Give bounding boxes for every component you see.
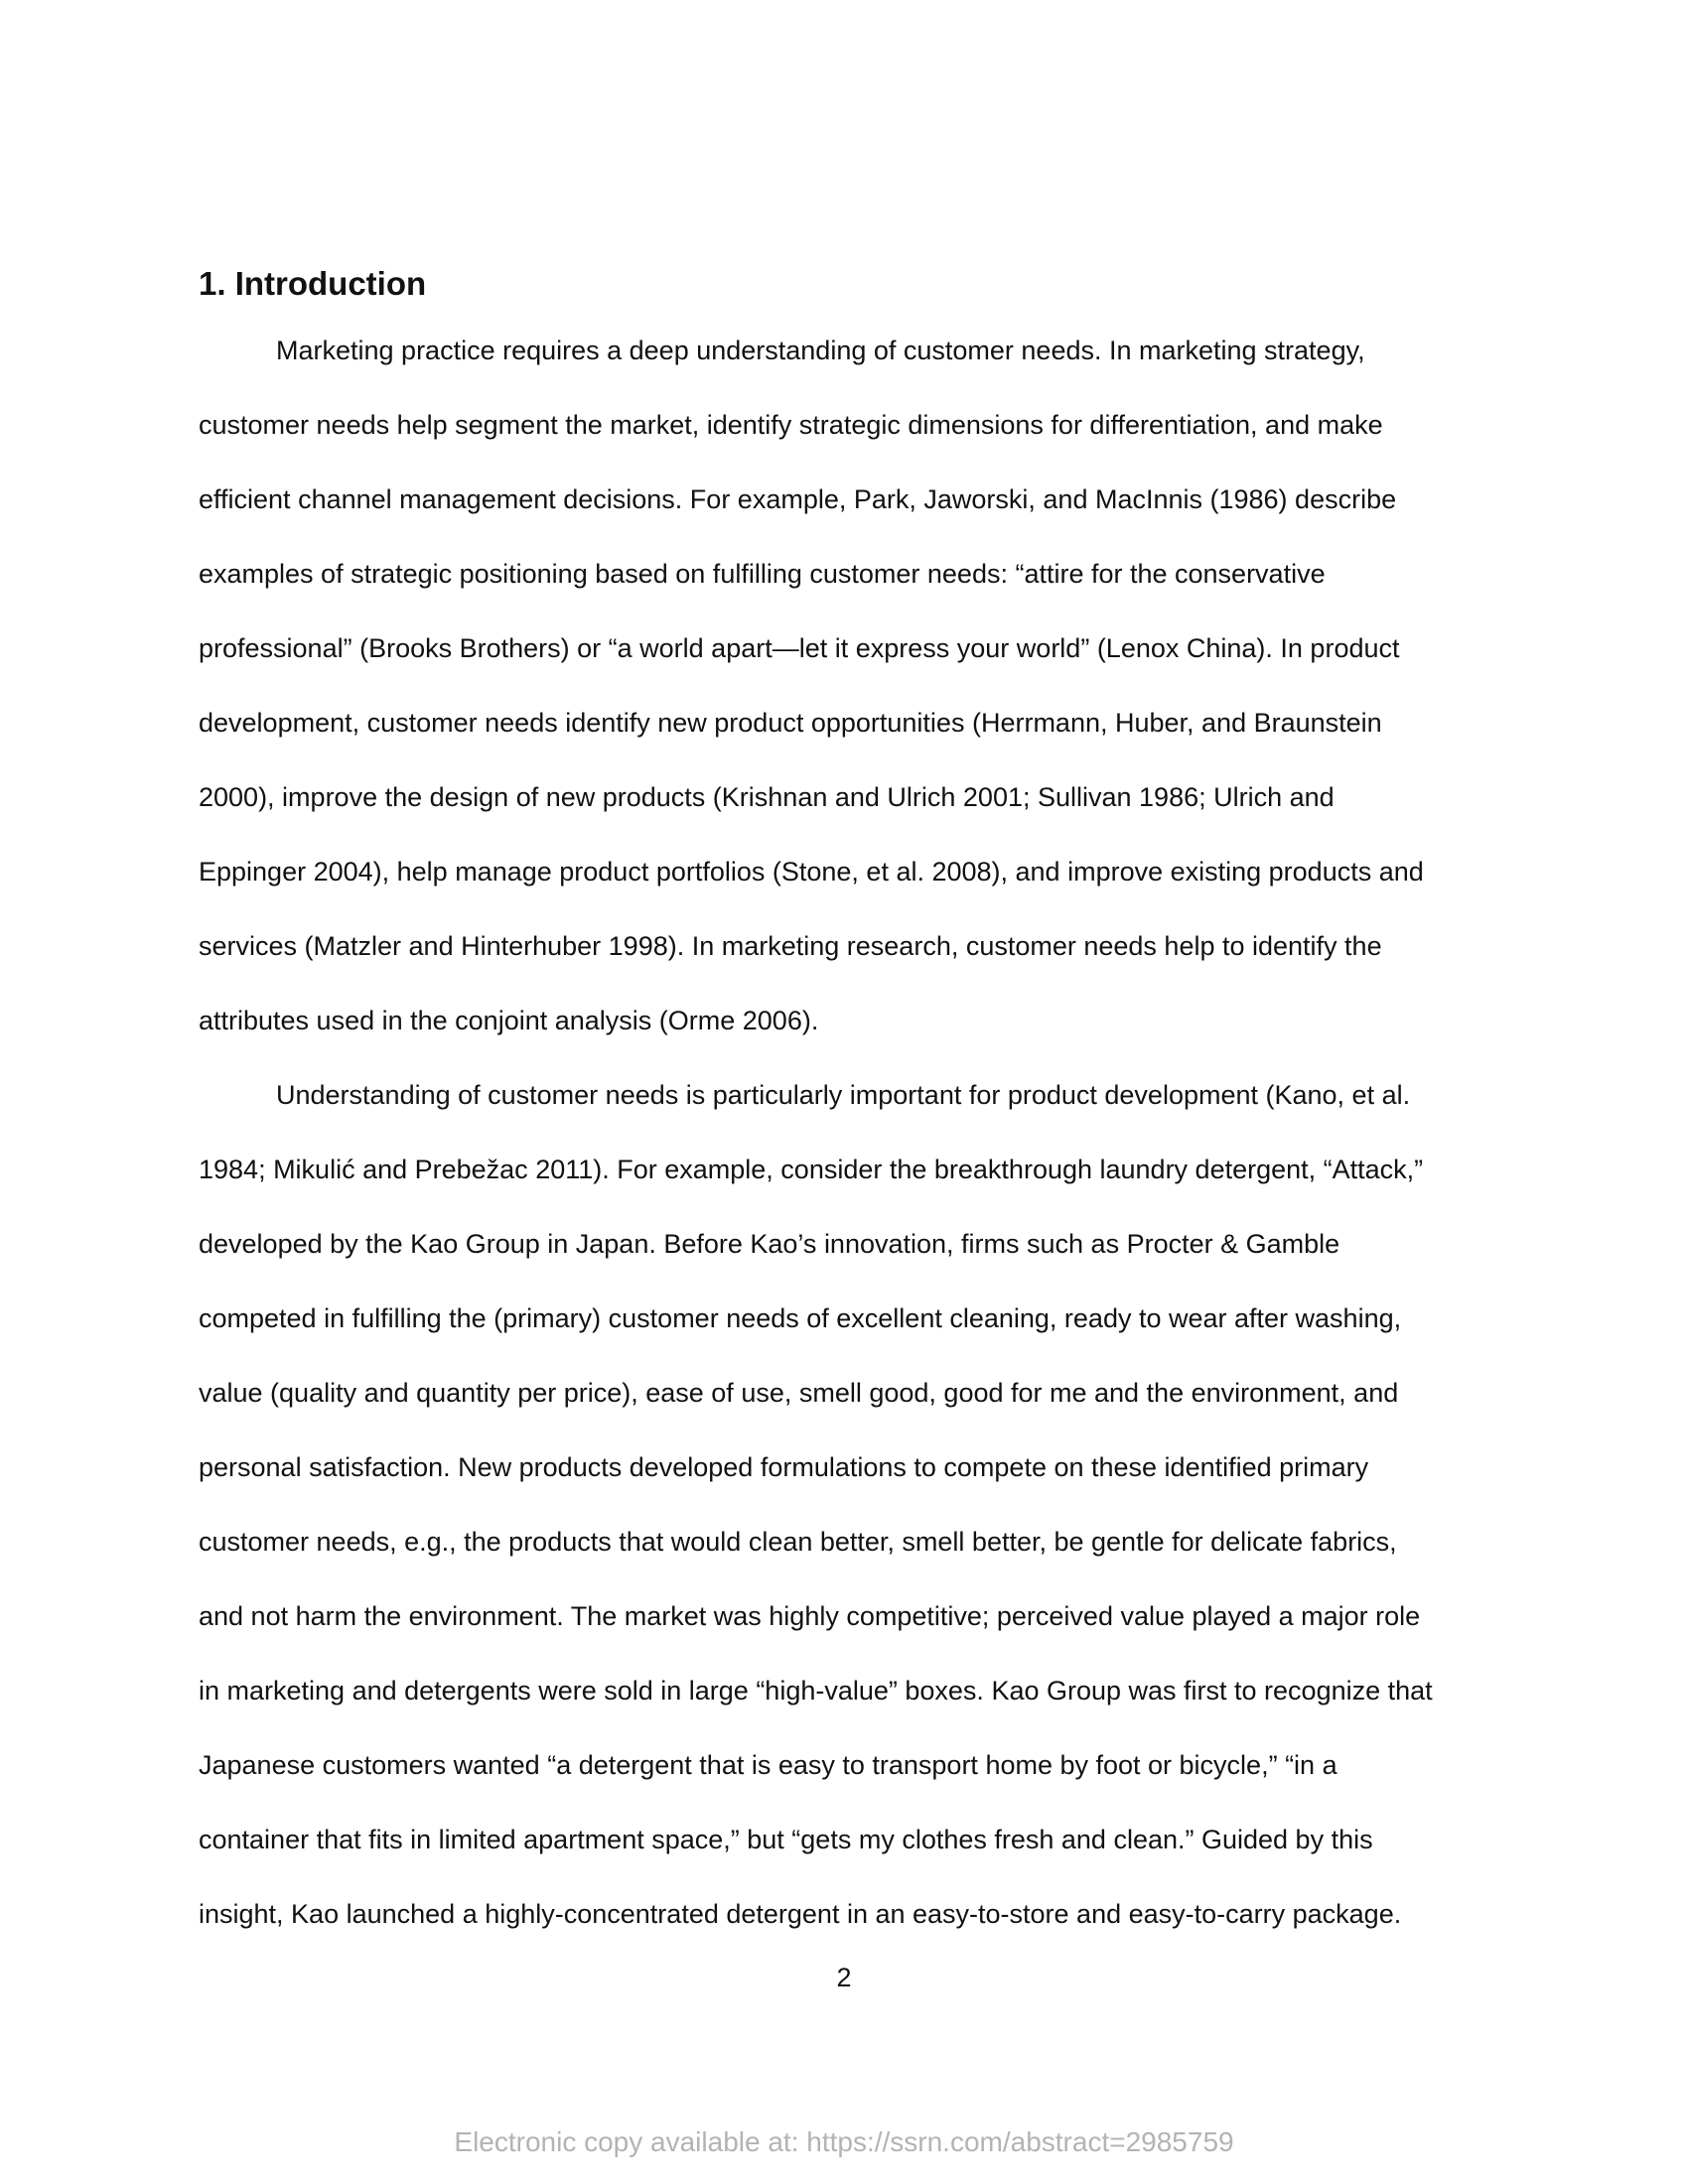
paragraph-2-line: value (quality and quantity per price), ease of use, smell good, good for me and the environment, and [199, 1378, 1399, 1408]
paragraph-2-line: developed by the Kao Group in Japan. Before Kao’s innovation, firms such as Procter & Gamble [199, 1229, 1340, 1259]
paragraph-2-line: competed in fulfilling the (primary) customer needs of excellent cleaning, ready to wear after washing, [199, 1303, 1402, 1333]
paragraph-2-line: Understanding of customer needs is particularly important for product development (Kano, et al. [276, 1080, 1411, 1110]
paragraph-2-line: 1984; Mikulić and Prebežac 2011). For example, consider the breakthrough laundry detergent, “Attack,” [199, 1155, 1424, 1184]
paragraph-1-line: customer needs help segment the market, identify strategic dimensions for differentiation, and make [199, 410, 1383, 440]
paragraph-1-line: professional” (Brooks Brothers) or “a world apart—let it express your world” (Lenox China). In product [199, 633, 1400, 663]
paragraph-1-line: services (Matzler and Hinterhuber 1998). In marketing research, customer needs help to identify the [199, 931, 1382, 961]
paragraph-1-line: Marketing practice requires a deep understanding of customer needs. In marketing strategy, [276, 336, 1365, 365]
paragraph-1-line: attributes used in the conjoint analysis (Orme 2006). [199, 1006, 819, 1035]
paragraph-1-line: Eppinger 2004), help manage product portfolios (Stone, et al. 2008), and improve existing products and [199, 857, 1424, 887]
paragraph-2-line: in marketing and detergents were sold in large “high-value” boxes. Kao Group was first to recognize that [199, 1676, 1433, 1706]
paragraph-2-line: personal satisfaction. New products developed formulations to compete on these identified primary [199, 1452, 1369, 1482]
paragraph-1-line: examples of strategic positioning based on fulfilling customer needs: “attire for the conservative [199, 559, 1326, 589]
paragraph-1-line: 2000), improve the design of new products (Krishnan and Ulrich 2001; Sullivan 1986; Ulrich and [199, 782, 1335, 812]
paragraph-2-line: Japanese customers wanted “a detergent that is easy to transport home by foot or bicycle,” “in a [199, 1750, 1337, 1780]
paragraph-2-line: insight, Kao launched a highly-concentrated detergent in an easy-to-store and easy-to-carry package. [199, 1899, 1402, 1929]
section-heading: 1. Introduction [199, 265, 427, 302]
paragraph-1-line: development, customer needs identify new product opportunities (Herrmann, Huber, and Braunstein [199, 708, 1382, 738]
page-number: 2 [836, 1963, 852, 1992]
paragraph-2-line: customer needs, e.g., the products that would clean better, smell better, be gentle for delicate fabrics, [199, 1527, 1397, 1557]
paragraph-2-line: container that fits in limited apartment space,” but “gets my clothes fresh and clean.” Guided by this [199, 1825, 1373, 1854]
ssrn-watermark: Electronic copy available at: https://ssrn.com/abstract=2985759 [454, 2126, 1234, 2157]
paragraph-1-line: efficient channel management decisions. For example, Park, Jaworski, and MacInnis (1986) describe [199, 484, 1397, 514]
paragraph-2-line: and not harm the environment. The market was highly competitive; perceived value played a major role [199, 1601, 1421, 1631]
